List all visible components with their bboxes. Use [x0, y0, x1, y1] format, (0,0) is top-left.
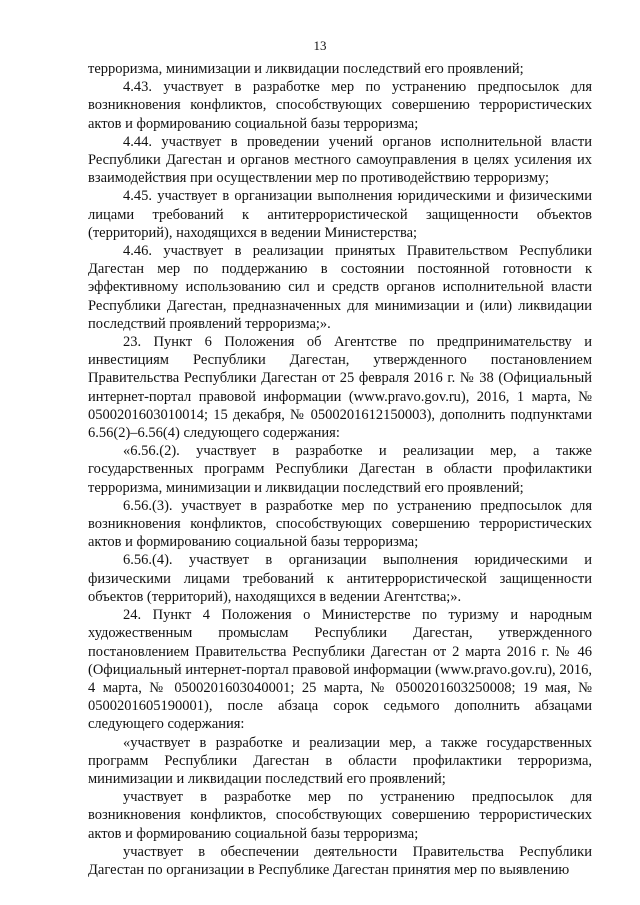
document-body	[88, 60, 592, 879]
paragraph-6-56-2: «6.56.(2). участвует в разработке и реализации мер, а также государственных программ Республики Дагестан в области профилактики терроризма, минимизации и ликвидации последствий его проявлений;	[88, 443, 592, 496]
paragraph-6-56-4: 6.56.(4). участвует в организации выполнения юридическими и физическими лицами требований к антитеррористической защищенности объектов (территорий), находящихся в ведении Агентства;».	[88, 552, 592, 605]
paragraph-4-43: 4.43. участвует в разработке мер по устранению предпосылок для возникновения конфликтов, способствующих совершению террористических актов и формированию социальной базы терроризма;	[88, 79, 592, 132]
paragraph-addition-3: участвует в обеспечении деятельности Правительства Республики Дагестан по организации в Республике Дагестан принятия мер по выявлению	[88, 843, 592, 878]
paragraph-addition-1: «участвует в разработке и реализации мер, а также государственных программ Республики Дагестан в области профилактики терроризма, минимизации и ликвидации последствий его проявлений;	[88, 734, 592, 787]
paragraph-23: 23. Пункт 6 Положения об Агентстве по предпринимательству и инвестициям Республики Дагестан, утвержденного постановлением Правительства Республики Дагестан от 25 февраля 2016 г. № 38 (Официальный интернет-портал правовой информации (www.pravo.gov.ru), 2016, 1 марта, № 0500201603010014; 15 декабря, № 0500201612150003), дополнить подпунктами 6.56(2)–6.56(4) следующего содержания:	[88, 334, 592, 442]
paragraph-4-46: 4.46. участвует в реализации принятых Правительством Республики Дагестан мер по поддержанию в состоянии постоянной готовности к эффективному использованию сил и средств органов исполнительной власти Республики Дагестан, предназначенных для минимизации и (или) ликвидации последствий проявлений терроризма;».	[88, 243, 592, 332]
paragraph-4-44: 4.44. участвует в проведении учений органов исполнительной власти Республики Дагестан и органов местного самоуправления в целях усиления их взаимодействия при осуществлении мер по противодействию терроризму;	[88, 133, 592, 187]
paragraph-continuation: терроризма, минимизации и ликвидации последствий его проявлений;	[88, 61, 524, 77]
paragraph-6-56-3: 6.56.(3). участвует в разработке мер по устранению предпосылок для возникновения конфликтов, способствующих совершению террористических актов и формированию социальной базы терроризма;	[88, 497, 592, 551]
paragraph-4-45: 4.45. участвует в организации выполнения юридическими и физическими лицами требований к антитеррористической защищенности объектов (территорий), находящихся в ведении Министерства;	[88, 188, 592, 241]
paragraph-addition-2: участвует в разработке мер по устранению предпосылок для возникновения конфликтов, способствующих совершению террористических актов и формированию социальной базы терроризма;	[88, 789, 592, 842]
page-number: 13	[313, 38, 327, 53]
paragraph-24: 24. Пункт 4 Положения о Министерстве по туризму и народным художественным промыслам Республики Дагестан, утвержденного постановлением Правительства Республики Дагестан от 2 марта 2016 г. № 46 (Официальный интернет-портал правовой информации (www.pravo.gov.ru), 2016, 4 марта, № 0500201603040001; 25 марта, № 0500201603250008; 19 мая, № 0500201605190001), после абзаца сорок седьмого дополнить абзацами следующего содержания:	[88, 607, 592, 733]
